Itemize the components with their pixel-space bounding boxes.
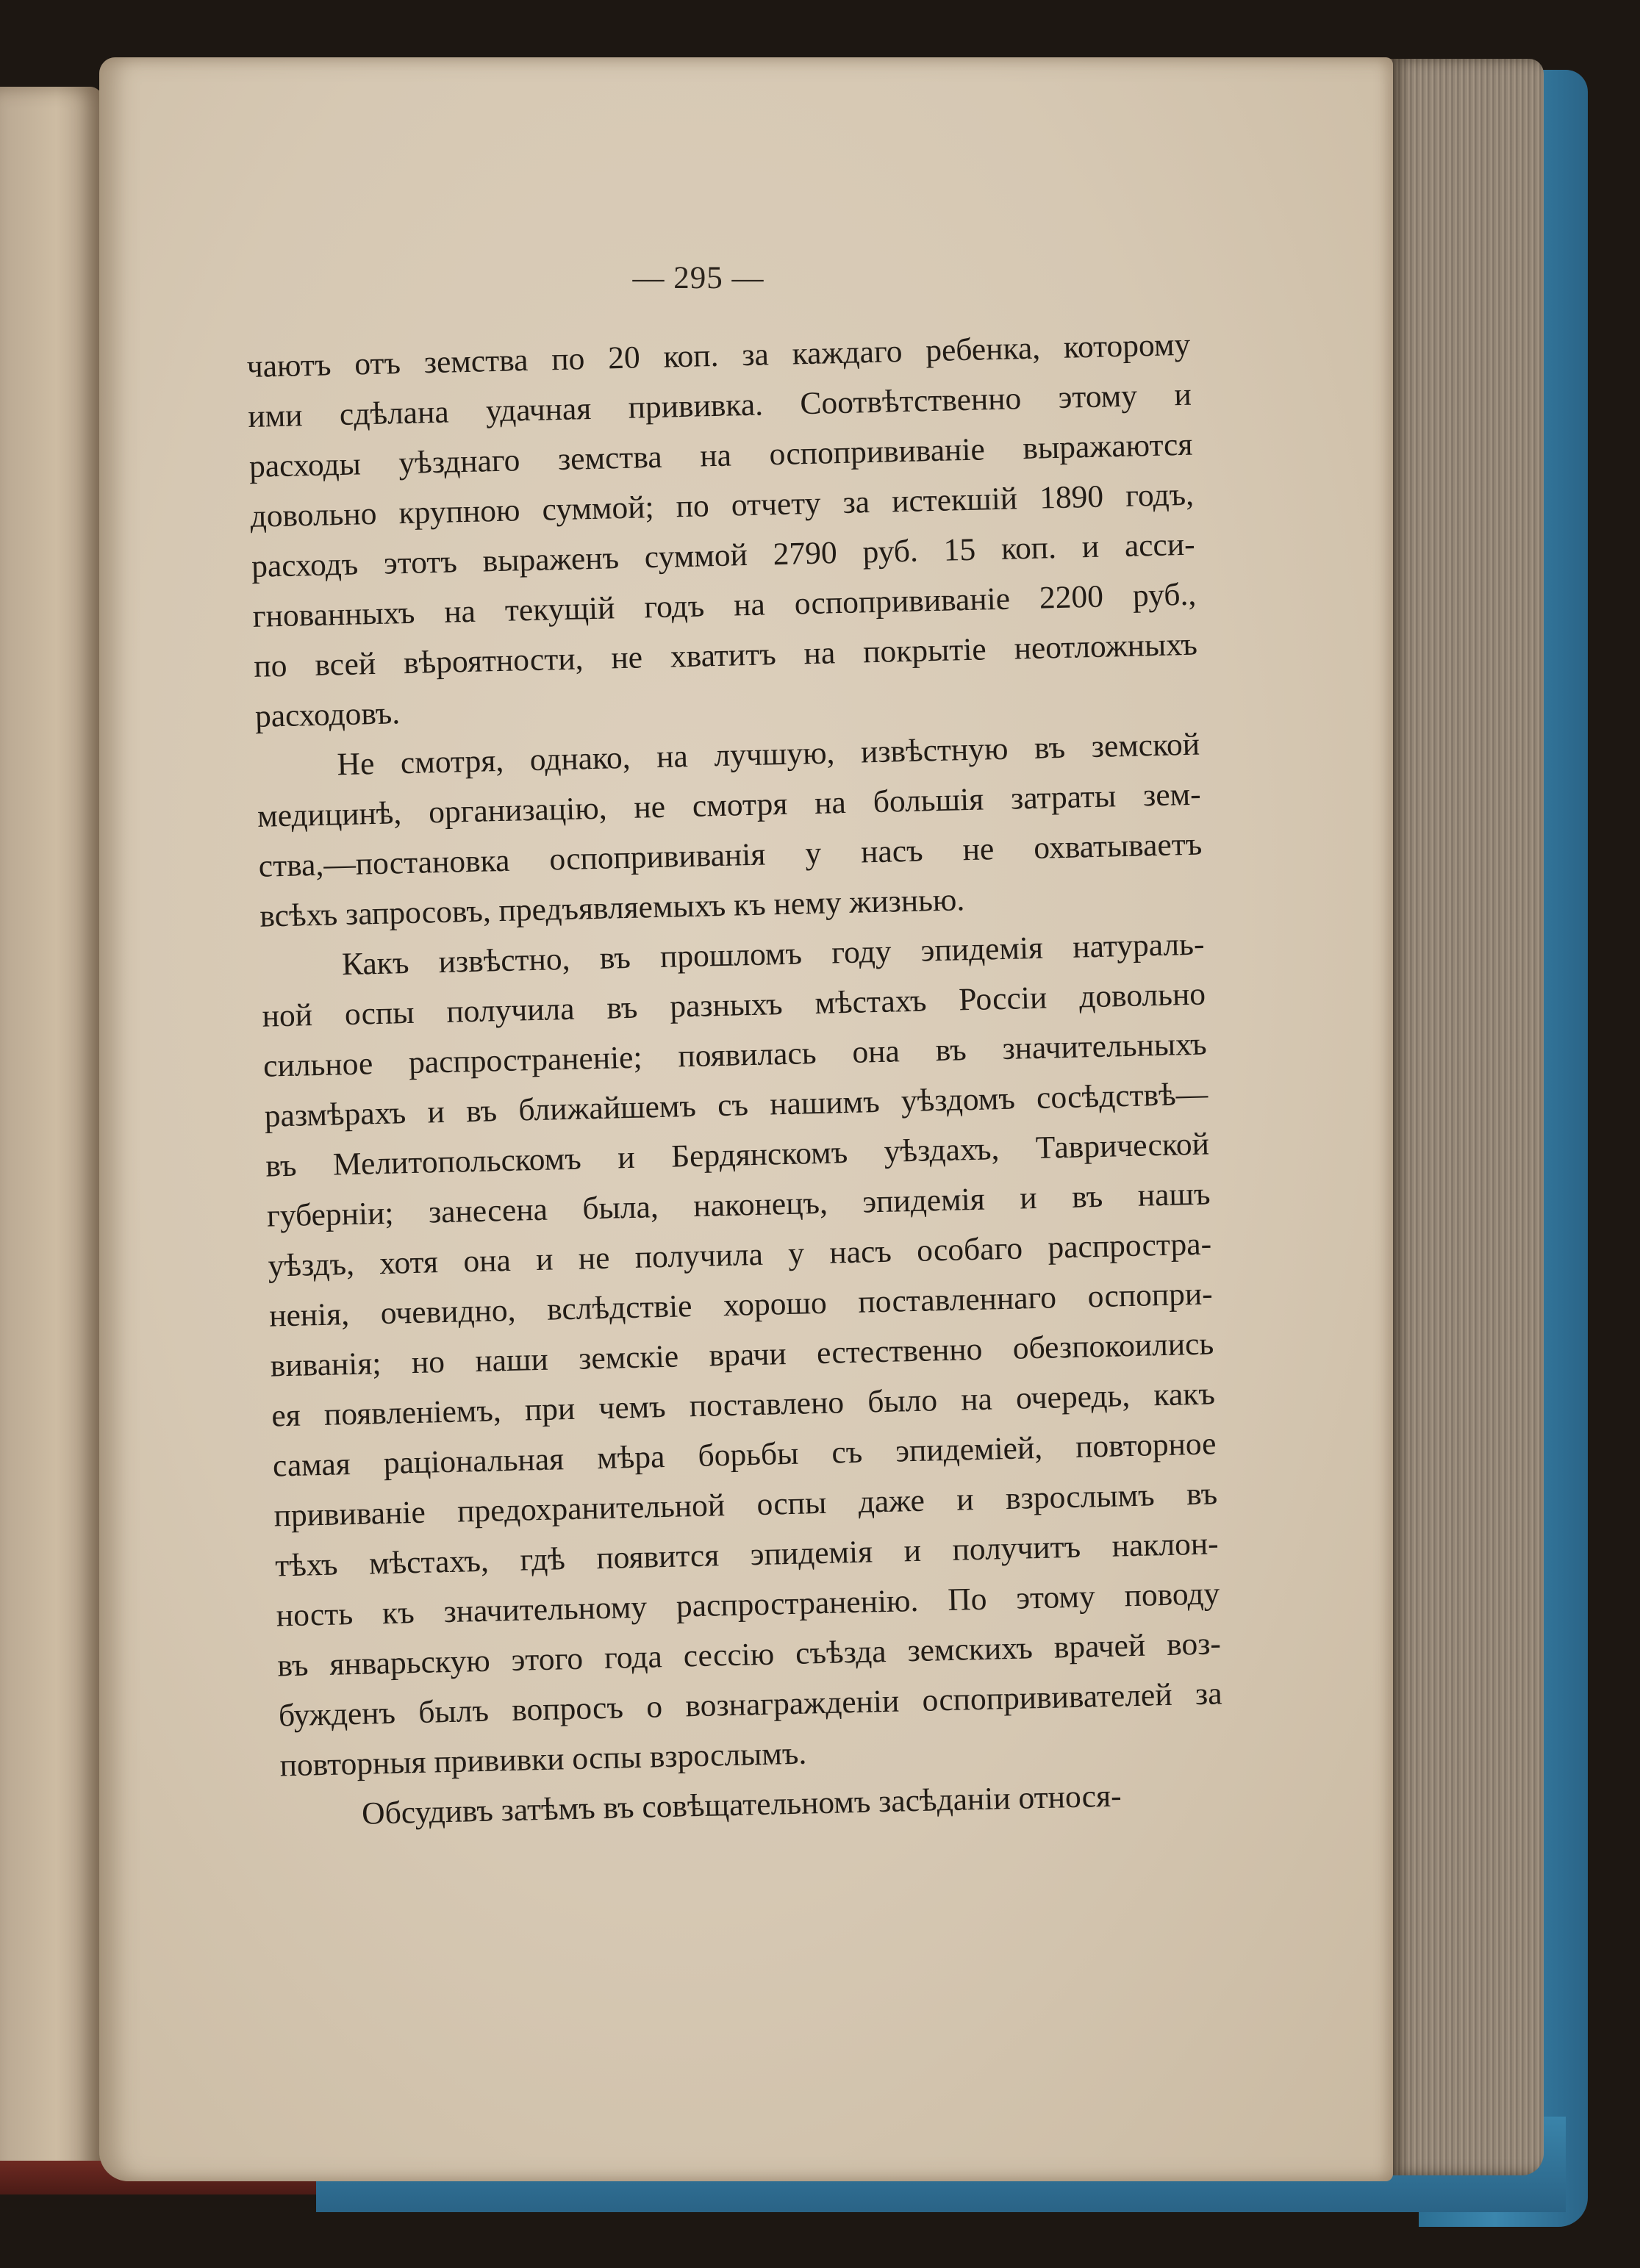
text-line: ея появленіемъ, при чемъ поставлено было на очередь, какъ — [271, 1376, 1216, 1434]
text-line: въ Мелитопольскомъ и Бердянскомъ уѣздахъ, Таврической — [265, 1126, 1210, 1184]
text-line: сильное распространеніе; появилась она въ значительныхъ — [262, 1026, 1208, 1084]
paragraph — [246, 320, 1200, 742]
text-line: Какъ извѣстно, въ прошломъ году эпидемія натураль- — [341, 926, 1205, 983]
text-line: губерніи; занесена была, наконецъ, эпидемія и въ нашъ — [266, 1176, 1211, 1234]
text-line: ность къ значительному распространенію. По этому поводу — [276, 1576, 1220, 1634]
text-line: довольно крупною суммой; по отчету за истекшій 1890 годъ, — [250, 476, 1195, 534]
text-line: виванія; но наши земскіе врачи естественно обезпокоились — [270, 1326, 1214, 1384]
text-line: чаютъ отъ земства по 20 коп. за каждаго ребенка, которому — [246, 326, 1191, 384]
text-line: размѣрахъ и въ ближайшемъ съ нашимъ уѣздомъ сосѣдствѣ— — [264, 1076, 1208, 1134]
text-line: по всей вѣроятности, не хватитъ на покрытіе неотложныхъ — [253, 626, 1198, 684]
text-line: тѣхъ мѣстахъ, гдѣ появится эпидемія и получитъ наклон- — [274, 1526, 1220, 1584]
left-page-edge — [0, 87, 103, 2189]
paragraph — [260, 919, 1225, 1790]
text-line: ства,—постановка оспопрививанія у насъ не охватываетъ — [258, 826, 1203, 884]
page-block-edge — [1389, 59, 1544, 2175]
text-line: Обсудивъ затѣмъ въ совѣщательномъ засѣданіи относя- — [361, 1778, 1122, 1831]
text-line: ими сдѣлана удачная прививка. Соотвѣтственно этому и — [247, 376, 1192, 434]
page-number: — 295 — — [632, 261, 765, 295]
text-line: расходы уѣзднаго земства на оспопрививаніе выражаются — [248, 426, 1193, 484]
text-line: прививаніе предохранительной оспы даже и взрослымъ въ — [273, 1476, 1218, 1534]
text-line: ненія, очевидно, вслѣдствіе хорошо поставленнаго оспопри- — [268, 1276, 1214, 1334]
body-text — [246, 320, 1226, 1841]
text-line: Не смотря, однако, на лучшую, извѣстную въ земской — [337, 726, 1200, 783]
text-line: гнованныхъ на текущій годъ на оспопрививаніе 2200 руб., — [252, 576, 1197, 634]
text-line: уѣздъ, хотя она и не получила у насъ особаго распростра- — [268, 1226, 1212, 1284]
text-line: повторныя прививки оспы взрослымъ. — [279, 1735, 807, 1784]
text-line: медицинѣ, организацію, не смотря на большія затраты зем- — [257, 776, 1202, 834]
text-line: расходовъ. — [254, 695, 401, 734]
text-line: всѣхъ запросовъ, предъявляемыхъ къ нему жизнью. — [259, 882, 965, 934]
text-line: самая раціональная мѣра борьбы съ эпидеміей, повторное — [272, 1426, 1217, 1484]
text-line: бужденъ былъ вопросъ о вознагражденіи оспопрививателей за — [278, 1676, 1222, 1734]
text-line: ной оспы получила въ разныхъ мѣстахъ Россіи довольно — [262, 976, 1206, 1034]
text-line: въ январьскую этого года сессію съѣзда земскихъ врачей воз- — [276, 1626, 1222, 1684]
paragraph — [256, 719, 1205, 941]
text-line: расходъ этотъ выраженъ суммой 2790 руб. 15 коп. и асси- — [251, 526, 1196, 584]
